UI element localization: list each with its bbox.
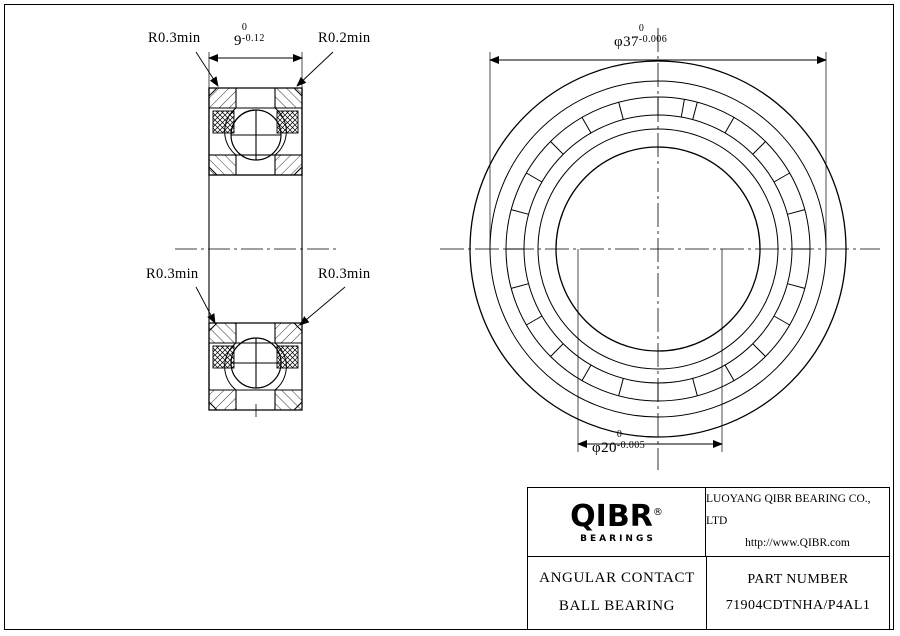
phi-symbol-od: φ <box>614 34 624 50</box>
phi-symbol-bore: φ <box>592 440 602 456</box>
brand-logo <box>528 488 706 556</box>
dimension-od-upper: 0 <box>638 23 645 34</box>
bearing-type-line1: ANGULAR CONTACT <box>539 570 695 587</box>
label-radius-lower-left: R0.3min <box>146 266 199 282</box>
dimension-width-nominal: 9 <box>234 33 242 49</box>
dimension-bore-nominal: 20 <box>601 440 617 456</box>
dimension-od-nominal: 37 <box>623 34 639 50</box>
company-website[interactable]: http://www.QIBR.com <box>745 536 850 549</box>
bearing-type <box>528 557 707 629</box>
logo-wordmark: QIBR <box>570 499 653 534</box>
dimension-outer-diameter <box>614 23 673 51</box>
company-name: LUOYANG QIBR BEARING CO., LTD <box>706 493 871 528</box>
title-block-bottom-row <box>528 557 889 629</box>
title-block <box>527 487 890 630</box>
dimension-width-tolerance <box>241 22 276 45</box>
registered-trademark-icon: ® <box>652 507 663 518</box>
logo-text <box>570 499 663 534</box>
dimension-bore-tolerance <box>616 429 651 452</box>
dimension-bore-lower: -0.005 <box>616 440 646 451</box>
bearing-type-line2: BALL BEARING <box>558 598 676 614</box>
part-number-value: 71904CDTNHA/P4AL1 <box>725 598 871 613</box>
dimension-width-upper: 0 <box>241 22 248 33</box>
title-block-top-row <box>528 488 889 557</box>
company-info <box>706 488 889 556</box>
dimension-width-lower: -0.12 <box>241 33 265 44</box>
part-number-cell <box>707 557 889 629</box>
label-radius-upper-left: R0.3min <box>148 30 201 46</box>
dimension-bore-diameter <box>592 429 651 457</box>
dimension-width <box>234 22 276 50</box>
logo-subtitle: BEARINGS <box>580 534 656 544</box>
dimension-bore-upper: 0 <box>616 429 623 440</box>
dimension-od-tolerance <box>638 23 673 46</box>
part-number-label: PART NUMBER <box>747 572 849 588</box>
label-radius-lower-right: R0.3min <box>318 266 371 282</box>
label-radius-upper-right: R0.2min <box>318 30 371 46</box>
dimension-od-lower: -0.006 <box>638 34 668 45</box>
